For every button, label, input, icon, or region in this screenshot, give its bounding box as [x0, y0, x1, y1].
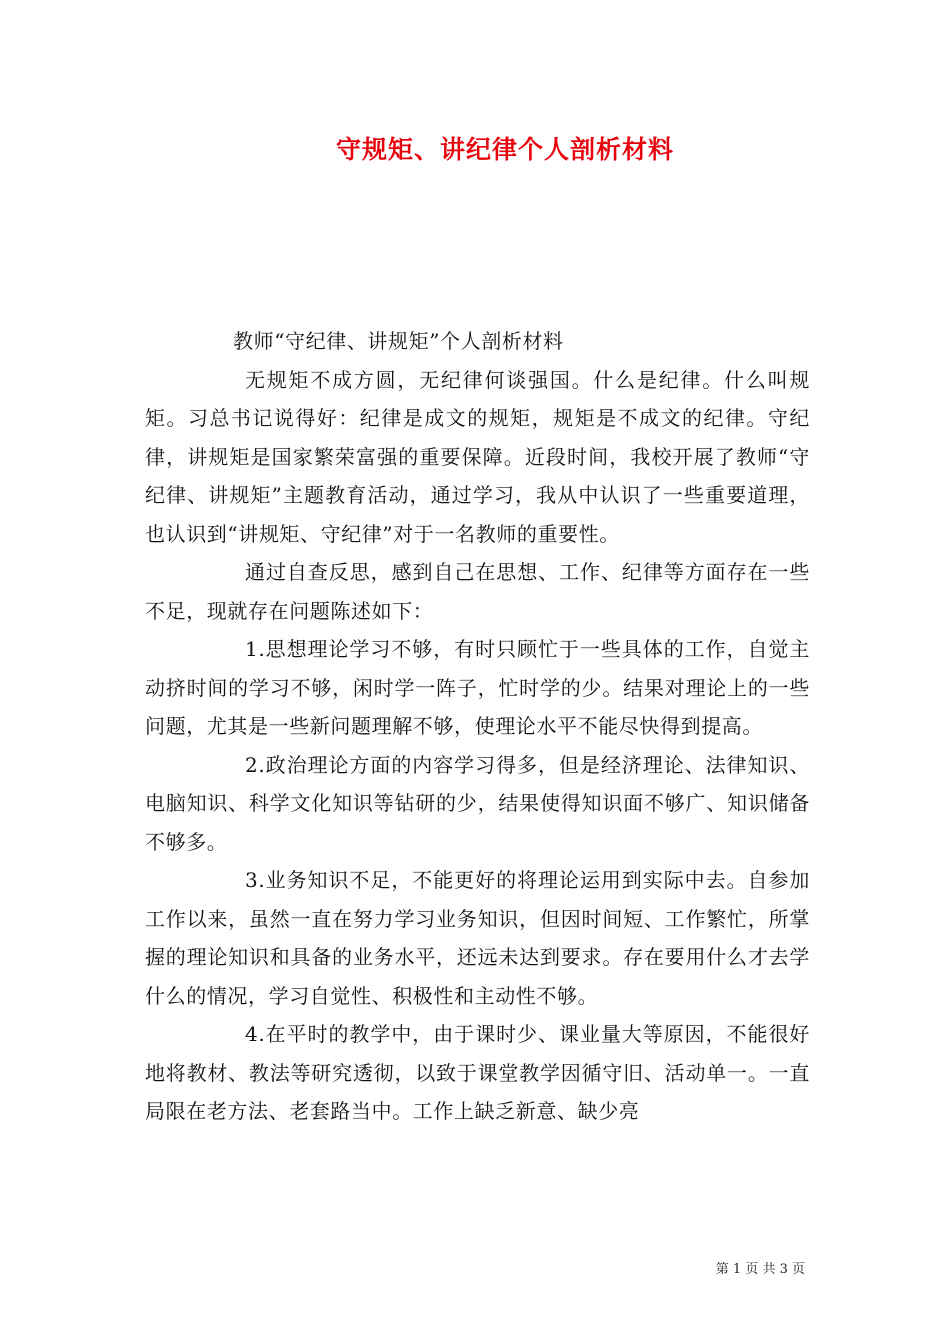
paragraph-reflection: 通过自查反思，感到自己在思想、工作、纪律等方面存在一些不足，现就存在问题陈述如下：: [145, 560, 810, 623]
paragraph-item-2: 2.政治理论方面的内容学习得多，但是经济理论、法律知识、电脑知识、科学文化知识等钻研的少，结果使得知识面不够广、知识储备不够多。: [145, 752, 810, 854]
page-number-footer: 第 1 页 共 3 页: [715, 1262, 805, 1277]
paragraph-item-3: 3.业务知识不足，不能更好的将理论运用到实际中去。自参加工作以来，虽然一直在努力学习业务知识，但因时间短、工作繁忙，所掌握的理论知识和具备的业务水平，还远未达到要求。存在要用什么才去学什么的情况，学习自觉性、积极性和主动性不够。: [145, 868, 810, 1008]
paragraph-item-4: 4.在平时的教学中，由于课时少、课业量大等原因，不能很好地将教材、教法等研究透彻，以致于课堂教学因循守旧、活动单一。一直局限在老方法、老套路当中。工作上缺乏新意、缺少亮: [145, 1022, 810, 1123]
document-title: 守规矩、讲纪律个人剖析材料: [335, 135, 674, 164]
document-body: [145, 322, 810, 1131]
document-subtitle: 教师“守纪律、讲规矩”个人剖析材料: [233, 329, 564, 353]
paragraph-intro: 无规矩不成方圆，无纪律何谈强国。什么是纪律。什么叫规矩。习总书记说得好：纪律是成文的规矩，规矩是不成文的纪律。守纪律，讲规矩是国家繁荣富强的重要保障。近段时间，我校开展了教师“守纪律、讲规矩”主题教育活动，通过学习，我从中认识了一些重要道理，也认识到“讲规矩、守纪律”对于一名教师的重要性。: [145, 367, 810, 546]
paragraph-item-1: 1.思想理论学习不够，有时只顾忙于一些具体的工作，自觉主动挤时间的学习不够，闲时学一阵子，忙时学的少。结果对理论上的一些问题，尤其是一些新问题理解不够，使理论水平不能尽快得到提高。: [145, 637, 810, 738]
